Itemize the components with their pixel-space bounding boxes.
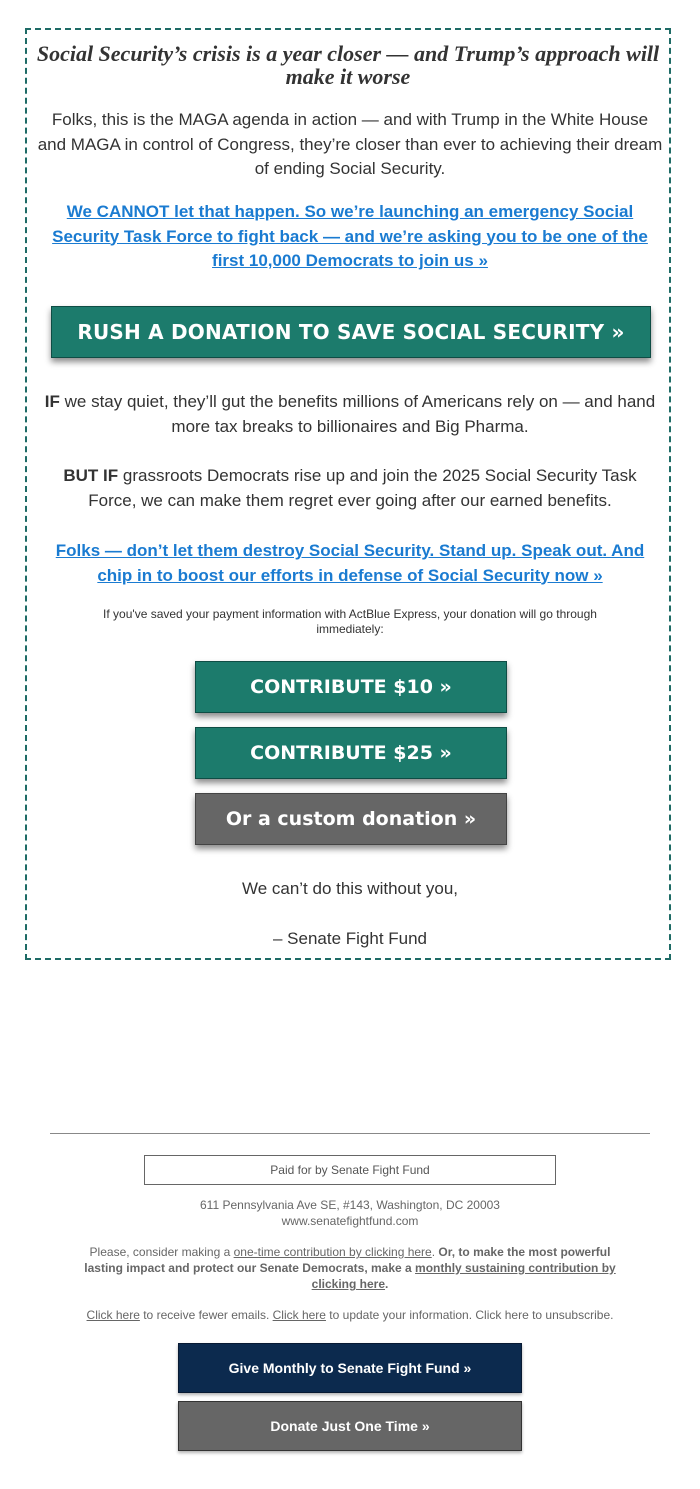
if-lead: IF xyxy=(44,392,60,411)
email-preferences xyxy=(60,1307,640,1323)
intro-paragraph: Folks, this is the MAGA agenda in action — and with Trump in the White House and MAGA in control of Congress, they’re closer than ever to achieving their dream of ending Social Security. xyxy=(37,110,663,178)
task-force-link[interactable]: We CANNOT let that happen. So we’re launching an emergency Social Security Task Force to fight back — and we’re asking you to be one of the first 10,000 Democrats to join us » xyxy=(52,202,648,270)
but-if-paragraph xyxy=(37,464,663,513)
email-body-box xyxy=(25,28,671,960)
update-info-link[interactable]: Click here xyxy=(272,1308,326,1322)
actblue-express-note: If you've saved your payment information with ActBlue Express, your donation will go through immediately: xyxy=(103,607,597,636)
bold-post: . xyxy=(385,1277,389,1291)
if-text: we stay quiet, they’ll gut the benefits millions of Americans rely on — and hand more tax breaks to billionaires and Big Pharma. xyxy=(59,392,656,436)
fewer-emails-link[interactable]: Click here xyxy=(86,1308,140,1322)
footer-divider xyxy=(50,1133,650,1134)
if-paragraph xyxy=(37,390,663,439)
bold-text: Or, to make the most powerful lasting impact and protect our Senate Democrats, make a xyxy=(84,1245,611,1275)
contribute-10-button[interactable]: CONTRIBUTE $10 » xyxy=(195,661,507,713)
signature: – Senate Fight Fund xyxy=(272,929,428,948)
website: www.senatefightfund.com xyxy=(281,1214,419,1228)
headline: Social Security’s crisis is a year closer — and Trump’s approach will make it worse xyxy=(36,41,660,89)
contribute-25-button[interactable]: CONTRIBUTE $25 » xyxy=(195,727,507,779)
update-text: to update your information. Click here to unsubscribe. xyxy=(325,1308,614,1322)
one-time-link[interactable]: one-time contribution by clicking here xyxy=(233,1245,432,1259)
consider-text: Please, consider making a xyxy=(89,1245,234,1259)
consider-mid: . xyxy=(431,1245,439,1259)
but-if-text: grassroots Democrats rise up and join the 2025 Social Security Task Force, we can make them regret ever going after our earned benefits. xyxy=(88,466,637,510)
monthly-link[interactable]: monthly sustaining contribution by clicking here xyxy=(311,1261,616,1291)
donate-once-button[interactable]: Donate Just One Time » xyxy=(178,1401,522,1451)
custom-donation-button[interactable]: Or a custom donation » xyxy=(195,793,507,845)
fewer-text: to receive fewer emails. xyxy=(139,1308,273,1322)
give-monthly-button[interactable]: Give Monthly to Senate Fight Fund » xyxy=(178,1343,522,1393)
but-if-lead: BUT IF xyxy=(63,466,119,485)
mailing-address: 611 Pennsylvania Ave SE, #143, Washington, DC 20003 xyxy=(200,1198,500,1212)
paid-for-box: Paid for by Senate Fight Fund xyxy=(144,1155,556,1185)
rush-donation-button[interactable]: RUSH A DONATION TO SAVE SOCIAL SECURITY » xyxy=(51,306,651,358)
contribution-message xyxy=(70,1244,630,1292)
chip-in-link[interactable]: Folks — don’t let them destroy Social Security. Stand up. Speak out. And chip in to boost our efforts in defense of Social Security now » xyxy=(55,541,645,585)
closing-line: We can’t do this without you, xyxy=(241,879,459,898)
